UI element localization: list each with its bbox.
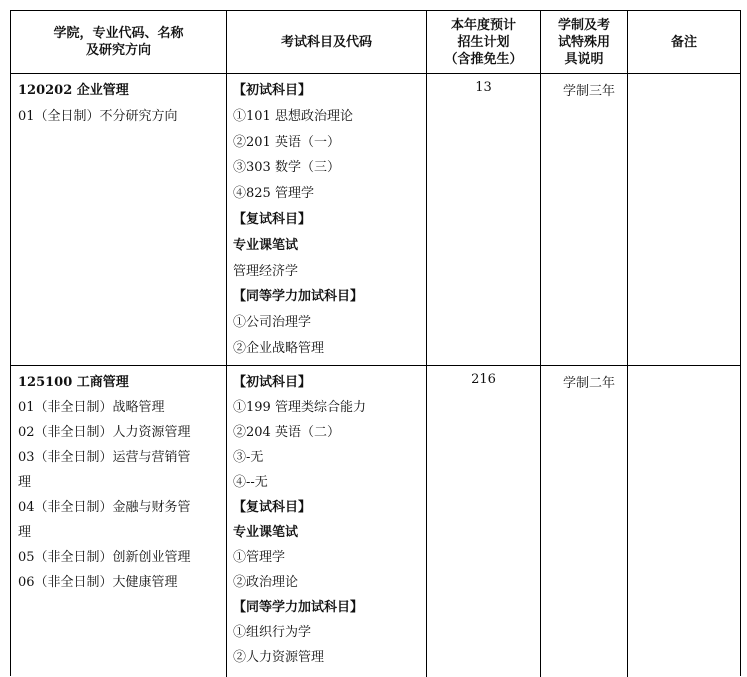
header-text-line: 招生计划 [457,34,510,50]
admissions-table [10,10,741,676]
research-direction: 01（非全日制）战略管理 [18,400,165,415]
major-code-name: 125100 工商管理 [18,375,129,390]
subject-item: ①管理学 [233,550,286,565]
subjects-cell [227,366,427,677]
research-direction: 04（非全日制）金融与财务管 [18,500,191,515]
remark-cell [628,74,740,365]
duration-value: 学制三年 [563,84,616,99]
subject-item: ②204 英语（二） [233,425,340,440]
header-text-line: 具说明 [564,51,604,67]
subject-item: ④--无 [233,475,268,490]
subject-section-heading: 【同等学力加试科目】 [233,289,364,305]
header-college-major [11,11,227,73]
subject-item: ③-无 [233,450,264,465]
table-row [11,74,740,366]
subject-section-heading: 【初试科目】 [233,83,312,98]
research-direction: 05（非全日制）创新创业管理 [18,550,191,565]
subject-subheading: 专业课笔试 [233,525,299,540]
table-header-row [11,11,740,74]
major-code-name: 120202 企业管理 [18,83,129,98]
subject-item: ①组织行为学 [233,625,312,640]
subject-section-heading: 【初试科目】 [233,375,312,390]
research-direction: 06（非全日制）大健康管理 [18,575,178,590]
subject-item: ①公司治理学 [233,315,312,331]
subject-item: ②政治理论 [233,575,299,590]
research-direction: 02（非全日制）人力资源管理 [18,425,191,440]
header-text-line: 考试科目及代码 [280,34,372,50]
plan-cell [427,74,541,365]
subject-item: ②人力资源管理 [233,650,325,665]
table-row [11,366,740,677]
plan-cell [427,366,541,677]
header-text-line: （含推免生） [444,51,523,67]
subjects-cell [227,74,427,365]
header-text-line: 学制及考 [557,17,610,33]
subject-item: ②企业战略管理 [233,340,325,356]
research-direction: 理 [18,475,32,490]
header-enrollment-plan [427,11,541,73]
research-direction: 理 [18,525,32,540]
header-text-line: 学院，专业代码、名称 [53,26,184,41]
subject-item: ③303 数学（三） [233,160,340,176]
subject-section-heading: 【同等学力加试科目】 [233,600,364,615]
header-duration-notes [541,11,628,73]
subject-item: ④825 管理学 [233,186,314,202]
duration-value: 学制二年 [563,376,616,391]
research-direction: 01（全日制）不分研究方向 [18,108,178,124]
major-cell [11,74,227,365]
enrollment-plan-value: 216 [471,372,496,387]
subject-section-heading: 【复试科目】 [233,500,312,515]
enrollment-plan-value: 13 [475,80,492,95]
header-text-line: 本年度预计 [450,17,516,33]
subject-section-heading: 【复试科目】 [233,211,312,227]
duration-cell [541,74,628,365]
subject-subheading: 专业课笔试 [233,237,299,253]
major-cell [11,366,227,677]
header-text-line: 及研究方向 [85,43,151,58]
header-exam-subjects [227,11,427,73]
research-direction: 03（非全日制）运营与营销管 [18,450,191,465]
subject-item: ②201 英语（一） [233,134,340,150]
subject-item: 管理经济学 [233,263,299,279]
remark-cell [628,366,740,677]
header-text-line: 备注 [670,34,697,50]
subject-item: ①199 管理类综合能力 [233,400,366,415]
duration-cell [541,366,628,677]
header-remarks [628,11,740,73]
subject-item: ①101 思想政治理论 [233,108,353,124]
header-text-line: 试特殊用 [557,34,610,50]
